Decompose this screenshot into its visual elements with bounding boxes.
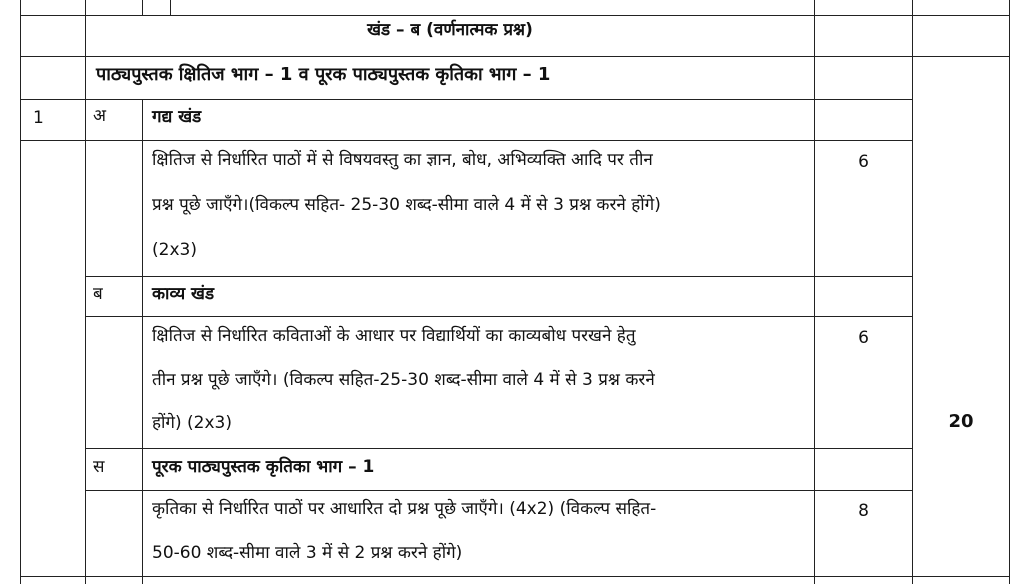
col-rule (1009, 0, 1010, 584)
subpart-text-c-line1: कृतिका से निर्धारित पाठों पर आधारित दो प्रश्न पूछे जाएँगे। (4x2) (विकल्प सहित- (152, 499, 657, 519)
subpart-label-c: स (93, 457, 105, 477)
col-rule (142, 0, 143, 15)
subpart-text-a-line2: प्रश्न पूछे जाएँगे।(विकल्प सहित- 25-30 शब्द-सीमा वाले 4 में से 3 प्रश्न करने होंगे) (152, 195, 661, 215)
col-rule (912, 0, 913, 584)
subpart-text-b-line2: तीन प्रश्न पूछे जाएँगे। (विकल्प सहित-25-30 शब्द-सीमा वाले 4 में से 3 प्रश्न करने (152, 370, 655, 390)
col-rule (85, 0, 86, 584)
subpart-text-c-line2: 50-60 शब्द-सीमा वाले 3 में से 2 प्रश्न करने होंगे) (152, 543, 463, 563)
row-rule (85, 448, 912, 449)
row-rule (85, 490, 912, 491)
books-title: पाठ्यपुस्तक क्षितिज भाग – 1 व पूरक पाठ्यपुस्तक कृतिका भाग – 1 (96, 64, 551, 85)
subpart-text-a-line3: (2x3) (152, 240, 197, 260)
row-rule (20, 99, 912, 100)
col-rule (170, 0, 171, 15)
subpart-text-b-line3: होंगे) (2x3) (152, 413, 232, 433)
row-rule (20, 15, 1010, 16)
total-marks: 20 (948, 411, 974, 432)
subpart-heading-b: काव्य खंड (152, 284, 215, 304)
row-rule (20, 56, 1010, 57)
row-rule (85, 316, 912, 317)
row-rule (85, 276, 912, 277)
marks-a: 6 (858, 152, 869, 172)
section-title: खंड – ब (वर्णनात्मक प्रश्न) (367, 20, 533, 40)
subpart-heading-a: गद्य खंड (152, 107, 202, 127)
subpart-label-a: अ (93, 106, 106, 126)
subpart-text-a-line1: क्षितिज से निर्धारित पाठों में से विषयवस्तु का ज्ञान, बोध, अभिव्यक्ति आदि पर तीन (152, 150, 653, 170)
row-rule (20, 140, 912, 141)
col-rule (814, 0, 815, 584)
col-rule (20, 0, 21, 584)
marks-c: 8 (858, 501, 869, 521)
subpart-label-b: ब (93, 284, 103, 304)
question-number: 1 (33, 108, 44, 128)
col-rule (142, 99, 143, 584)
row-rule (20, 576, 1010, 577)
subpart-heading-c: पूरक पाठ्यपुस्तक कृतिका भाग – 1 (152, 457, 375, 477)
marks-b: 6 (858, 328, 869, 348)
subpart-text-b-line1: क्षितिज से निर्धारित कविताओं के आधार पर विद्यार्थियों का काव्यबोध परखने हेतु (152, 326, 636, 346)
